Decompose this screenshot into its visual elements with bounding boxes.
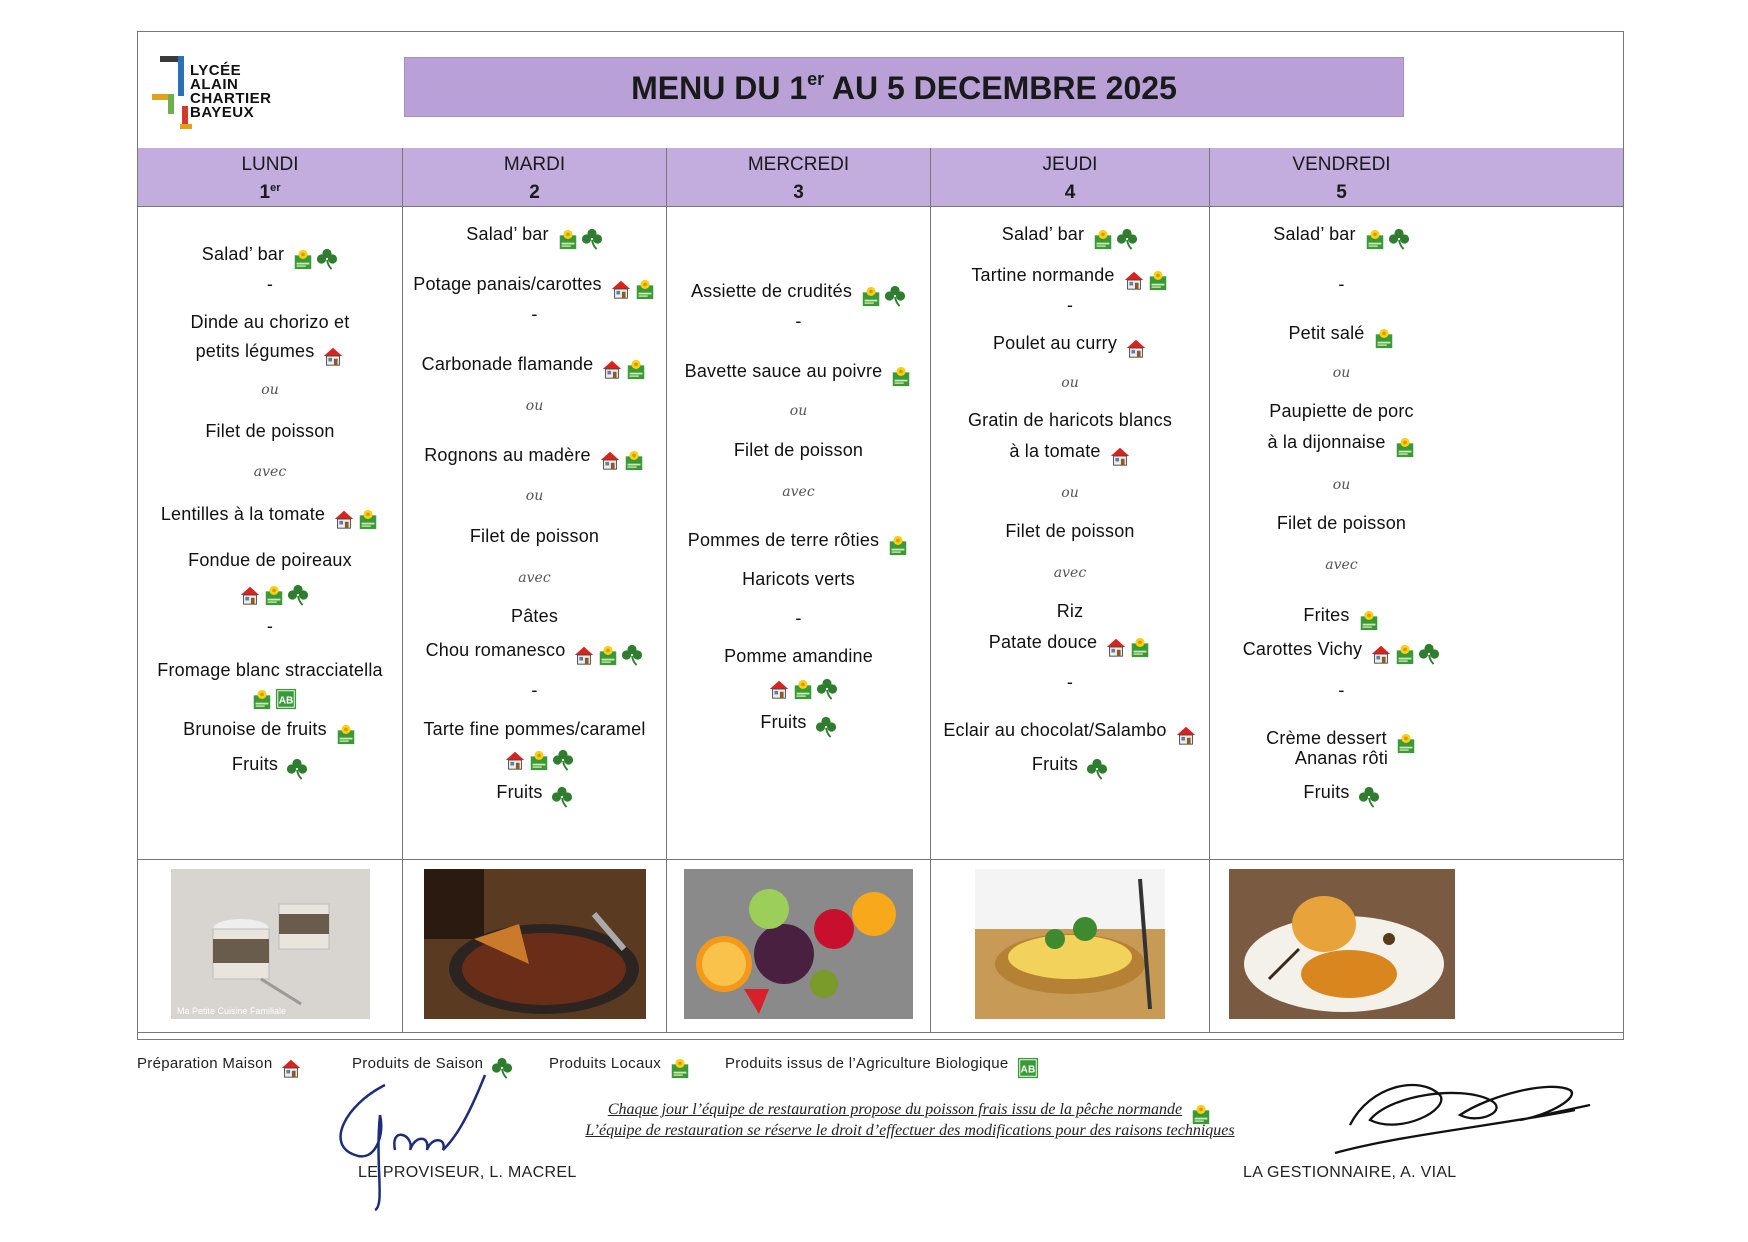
menu-item — [1210, 431, 1473, 458]
logo-text: LYCÉE ALAIN CHARTIER BAYEUX — [190, 62, 272, 121]
menu-item-label: ou — [789, 403, 808, 419]
menu-item-label: - — [1338, 274, 1345, 294]
menu-separator — [138, 615, 402, 637]
menu-item-label: Chou romanesco — [425, 640, 566, 660]
house-icon — [573, 644, 595, 666]
local-icon — [792, 678, 814, 700]
icon-group — [549, 785, 573, 808]
local-icon — [860, 285, 882, 307]
menu-item — [931, 520, 1209, 542]
menu-item — [403, 444, 666, 471]
menu-frame — [137, 31, 1624, 1040]
clover-icon — [287, 584, 309, 606]
menu-separator — [403, 303, 666, 325]
menu-item — [403, 223, 666, 250]
menu-item-label: - — [1066, 295, 1074, 315]
icon-group — [278, 1057, 302, 1079]
menu-item — [931, 631, 1209, 658]
svg-text:AB: AB — [278, 695, 294, 707]
menu-item — [138, 243, 402, 270]
menu-item-label: Fondue de poireaux — [188, 550, 352, 570]
day-column-vendredi — [1210, 207, 1473, 1032]
icon-group — [1015, 1057, 1039, 1079]
menu-item-label: Filet de poisson — [205, 421, 335, 441]
icon-group — [1392, 435, 1416, 458]
menu-item-label: Salad’ bar — [1273, 224, 1356, 244]
menu-item-label: avec — [1325, 557, 1358, 573]
day-name: LUNDI — [241, 154, 299, 175]
menu-item — [1210, 223, 1473, 250]
menu-header — [138, 32, 1623, 149]
local-icon — [625, 358, 647, 380]
fruits-photo — [684, 869, 913, 1019]
menu-item-label: ou — [1061, 375, 1079, 391]
menu-connector — [667, 479, 930, 503]
menu-item — [1210, 604, 1473, 631]
menu-item-label: Bavette sauce au poivre — [684, 361, 883, 381]
menu-item-label: Crème dessert — [1266, 728, 1387, 748]
menu-item-label: Haricots verts — [742, 569, 855, 589]
icon-group — [1107, 444, 1131, 467]
menu-connector — [1210, 472, 1473, 496]
menu-separator — [1210, 273, 1473, 295]
icon-group — [1371, 326, 1395, 349]
menu-item-label: Frites — [1303, 605, 1350, 625]
local-icon — [335, 723, 357, 745]
menu-item-label: Riz — [1056, 601, 1084, 621]
local-icon — [251, 688, 273, 710]
menu-item — [667, 645, 930, 667]
menu-item — [667, 711, 930, 738]
icon-group — [249, 687, 297, 710]
menu-separator — [931, 671, 1209, 693]
menu-item-label: Fruits — [231, 754, 279, 774]
menu-connector — [403, 393, 666, 417]
house-icon — [1175, 724, 1197, 746]
icon-group — [597, 448, 645, 471]
day-header-mercredi — [667, 148, 931, 206]
house-icon — [610, 278, 632, 300]
menu-item — [403, 639, 666, 666]
menu-connector — [667, 398, 930, 422]
icon-group — [1356, 785, 1380, 808]
icon-group — [1123, 336, 1147, 359]
menu-item — [403, 781, 666, 808]
menu-item-label: - — [795, 608, 802, 628]
icon-group — [1362, 227, 1410, 250]
local-icon — [292, 248, 314, 270]
menu-item — [931, 753, 1209, 780]
menu-item — [403, 353, 666, 380]
icon-group — [1356, 608, 1380, 631]
menu-item-label: Lentilles à la tomate — [160, 504, 326, 524]
house-icon — [1125, 337, 1147, 359]
day-header-mardi — [403, 148, 667, 206]
local-icon — [263, 584, 285, 606]
menu-connector — [138, 459, 402, 483]
menu-item — [138, 340, 402, 367]
local-icon — [528, 749, 550, 771]
icon-group — [1103, 635, 1151, 658]
menu-item — [931, 719, 1209, 746]
menu-item-label: Dinde au chorizo et — [190, 312, 350, 332]
gestionnaire-signature — [1330, 1065, 1600, 1160]
menu-separator — [931, 294, 1209, 316]
local-icon — [1147, 269, 1169, 291]
icon-group — [813, 715, 837, 738]
menu-item — [138, 579, 402, 606]
clover-icon — [1116, 228, 1138, 250]
menu-connector — [403, 483, 666, 507]
menu-item — [667, 360, 930, 387]
menu-item-label: Pomme amandine — [724, 646, 873, 666]
local-icon — [1373, 327, 1395, 349]
menu-item-label: - — [266, 616, 274, 636]
menu-item — [1210, 781, 1473, 808]
menu-item — [667, 568, 930, 590]
menu-item — [1210, 322, 1473, 349]
local-icon — [1394, 436, 1416, 458]
local-icon — [1092, 228, 1114, 250]
house-icon — [322, 345, 344, 367]
menu-item — [1210, 747, 1473, 769]
day-name: MARDI — [503, 154, 566, 175]
menu-item-label: avec — [253, 464, 287, 480]
clover-icon — [621, 644, 643, 666]
menu-item-label: petits légumes — [195, 341, 315, 361]
house-icon — [1123, 269, 1145, 291]
clover-icon — [551, 786, 573, 808]
icon-group — [284, 757, 308, 780]
menu-item-label: Fruits — [760, 712, 807, 732]
icon-group — [502, 748, 574, 771]
icon-group — [608, 277, 656, 300]
icon-group — [885, 533, 909, 556]
menu-item-label: Gratin de haricots blancs — [967, 410, 1173, 430]
local-icon — [1394, 643, 1416, 665]
day-number: 5 — [1336, 182, 1347, 203]
menu-item-label: Filet de poisson — [733, 440, 864, 460]
icon-group — [667, 1057, 691, 1079]
local-icon — [1129, 636, 1151, 658]
menu-separator — [667, 310, 930, 332]
house-icon — [280, 1057, 302, 1079]
menu-connector — [138, 377, 402, 401]
menu-item — [931, 264, 1209, 291]
menu-item-label: ou — [261, 382, 279, 398]
menu-item-label: à la dijonnaise — [1267, 432, 1386, 452]
house-icon — [1105, 636, 1127, 658]
menu-item — [1210, 400, 1473, 422]
menu-connector — [931, 560, 1209, 584]
local-icon — [1358, 609, 1380, 631]
menu-item-label: Pâtes — [510, 606, 559, 626]
menu-item — [667, 439, 930, 461]
clover-icon — [316, 248, 338, 270]
icon-group — [1090, 227, 1138, 250]
menu-item-label: Fruits — [496, 782, 543, 802]
icon-group — [1084, 757, 1108, 780]
menu-item — [138, 683, 402, 710]
legend-saison: Produits de Saison — [352, 1055, 513, 1079]
menu-item-label: Carottes Vichy — [1242, 639, 1363, 659]
icon-group — [237, 583, 309, 606]
menu-connector — [1210, 360, 1473, 384]
local-icon — [887, 534, 909, 556]
house-icon — [1370, 643, 1392, 665]
menu-item-label: Ananas rôti — [1294, 748, 1389, 768]
gestionnaire-label: LA GESTIONNAIRE, A. VIAL — [1243, 1164, 1457, 1181]
menu-item — [403, 273, 666, 300]
icon-group — [555, 227, 603, 250]
menu-item-label: Filet de poisson — [1005, 521, 1135, 541]
clover-icon — [815, 716, 837, 738]
menu-item-label: Rognons au madère — [424, 445, 591, 465]
menu-item — [138, 420, 402, 442]
menu-item-label: ou — [1061, 485, 1079, 501]
local-icon — [669, 1057, 691, 1079]
menu-item — [403, 744, 666, 771]
menu-item-label: Salad’ bar — [201, 244, 285, 264]
menu-item — [138, 659, 402, 681]
house-icon — [768, 678, 790, 700]
menu-item-label: ou — [525, 488, 544, 504]
icon-group — [290, 247, 338, 270]
icon-group — [333, 722, 357, 745]
menu-connector — [931, 370, 1209, 394]
day-column-lundi — [138, 207, 403, 1032]
menu-connector — [1210, 552, 1473, 576]
icon-group — [599, 357, 647, 380]
notice-poisson: Chaque jour l’équipe de restauration propose du poisson frais issu de la pêche normande — [530, 1101, 1290, 1125]
menu-item — [1210, 512, 1473, 534]
clover-icon — [1388, 228, 1410, 250]
icon-group — [331, 507, 379, 530]
menu-item-label: Fromage blanc stracciatella — [157, 660, 383, 680]
notice-modifications: L’équipe de restauration se réserve le droit d’effectuer des modifications pour des raisons techniques — [585, 1122, 1235, 1139]
icon-group — [1368, 642, 1440, 665]
icon-group — [1173, 723, 1197, 746]
menu-item-label: Poulet au curry — [992, 333, 1118, 353]
menu-item-label: Paupiette de porc — [1269, 401, 1414, 421]
menu-item-label: - — [795, 311, 802, 331]
menu-item — [931, 440, 1209, 467]
proviseur-label: LE PROVISEUR, L. MACREL — [358, 1164, 577, 1181]
menu-item-label: Fruits — [1031, 754, 1079, 774]
menu-item — [667, 673, 930, 700]
menu-item — [138, 753, 402, 780]
menu-item-label: ou — [1332, 477, 1351, 493]
menu-item — [667, 529, 930, 556]
menu-connector — [931, 480, 1209, 504]
clover-icon — [1418, 643, 1440, 665]
day-header-lundi — [138, 148, 403, 206]
clover-icon — [552, 749, 574, 771]
menu-title: MENU DU 1er AU 5 DECEMBRE 2025 — [404, 57, 1404, 117]
menu-item-label: Carbonade flamande — [421, 354, 594, 374]
menu-item — [931, 600, 1209, 622]
menu-separator — [1210, 679, 1473, 701]
menu-item-label: Potage panais/carottes — [413, 274, 602, 294]
menu-item — [403, 605, 666, 627]
menu-item — [1210, 638, 1473, 665]
menu-item-label: - — [266, 274, 274, 294]
svg-text:AB: AB — [1020, 1064, 1036, 1076]
menu-item-label: Salad’ bar — [1001, 224, 1085, 244]
menu-separator — [667, 607, 930, 629]
menu-item-label: Tartine normande — [971, 265, 1115, 285]
house-icon — [1109, 445, 1131, 467]
menu-item-label: Brunoise de fruits — [183, 719, 327, 739]
menu-body — [138, 206, 1623, 1033]
local-icon — [623, 449, 645, 471]
icon-group — [766, 677, 838, 700]
day-column-mercredi — [667, 207, 931, 1032]
day-name: JEUDI — [1042, 154, 1098, 175]
menu-item — [138, 311, 402, 333]
menu-item-label: - — [1338, 680, 1345, 700]
menu-item-label: Petit salé — [1288, 323, 1365, 343]
house-icon — [333, 508, 355, 530]
dessert-verrines-photo — [171, 869, 370, 1019]
day-number: 1er — [259, 182, 281, 203]
menu-item-label: avec — [1053, 565, 1087, 581]
day-number: 4 — [1064, 182, 1076, 203]
svg-text:Ma Petite Cuisine Familiale: Ma Petite Cuisine Familiale — [177, 1006, 287, 1016]
proviseur-signature — [315, 1045, 545, 1215]
day-number: 3 — [793, 182, 804, 203]
days-header-row — [138, 148, 1623, 206]
day-name: MERCREDI — [747, 154, 850, 175]
icon-group — [858, 284, 906, 307]
menu-item — [138, 503, 402, 530]
menu-item-label: Salad’ bar — [466, 224, 549, 244]
clover-icon — [884, 285, 906, 307]
menu-item-label: - — [531, 680, 538, 700]
local-icon — [634, 278, 656, 300]
menu-item-label: Filet de poisson — [469, 526, 600, 546]
menu-item — [138, 549, 402, 571]
local-icon — [1364, 228, 1386, 250]
menu-item — [667, 280, 930, 307]
menu-item-label: Eclair au chocolat/Salambo — [943, 720, 1167, 740]
day-number: 2 — [529, 182, 540, 203]
day-column-mardi — [403, 207, 667, 1032]
menu-item-label: Tarte fine pommes/caramel — [423, 719, 646, 739]
menu-connector — [403, 565, 666, 589]
clover-icon — [1086, 758, 1108, 780]
legend-bio: Produits issus de l’Agriculture Biologique AB — [725, 1055, 1039, 1079]
day-header-vendredi — [1210, 148, 1473, 206]
local-icon — [357, 508, 379, 530]
menu-separator — [403, 679, 666, 701]
menu-item-label: ou — [1332, 365, 1351, 381]
menu-item-label: - — [531, 304, 538, 324]
local-icon — [597, 644, 619, 666]
school-logo — [152, 46, 282, 136]
legend-maison: Préparation Maison — [137, 1055, 302, 1079]
icon-group — [1121, 268, 1169, 291]
local-icon — [890, 365, 912, 387]
clover-icon — [816, 678, 838, 700]
menu-item-label: avec — [518, 570, 551, 586]
legend-locaux: Produits Locaux — [549, 1055, 691, 1079]
menu-item-label: Assiette de crudités — [690, 281, 853, 301]
icon-group — [571, 643, 643, 666]
clover-icon — [286, 758, 308, 780]
menu-item — [931, 223, 1209, 250]
menu-item — [403, 718, 666, 740]
ab-icon — [275, 688, 297, 710]
tartine-photo — [975, 869, 1165, 1019]
menu-item-label: Fruits — [1303, 782, 1350, 802]
house-icon — [601, 358, 623, 380]
menu-separator — [138, 273, 402, 295]
menu-item — [931, 332, 1209, 359]
menu-item-label: avec — [782, 484, 815, 500]
menu-item-label: Pommes de terre rôties — [687, 530, 880, 550]
icon-group — [320, 344, 344, 367]
clover-icon — [581, 228, 603, 250]
menu-item — [931, 409, 1209, 431]
menu-item-label: Patate douce — [988, 632, 1098, 652]
ab-icon — [1017, 1057, 1039, 1079]
clover-icon — [1358, 786, 1380, 808]
local-icon — [557, 228, 579, 250]
icon-group — [888, 364, 912, 387]
menu-item-label: - — [1066, 672, 1074, 692]
menu-item-label: ou — [525, 398, 544, 414]
day-column-jeudi — [931, 207, 1210, 1032]
house-icon — [599, 449, 621, 471]
day-header-jeudi — [931, 148, 1210, 206]
day-name: VENDREDI — [1292, 154, 1391, 175]
house-icon — [504, 749, 526, 771]
menu-item — [138, 718, 402, 745]
carbonade-photo — [424, 869, 646, 1019]
menu-item-label: Filet de poisson — [1276, 513, 1407, 533]
ananas-roti-photo — [1229, 869, 1455, 1019]
menu-item-label: à la tomate — [1009, 441, 1101, 461]
house-icon — [239, 584, 261, 606]
menu-item — [403, 525, 666, 547]
